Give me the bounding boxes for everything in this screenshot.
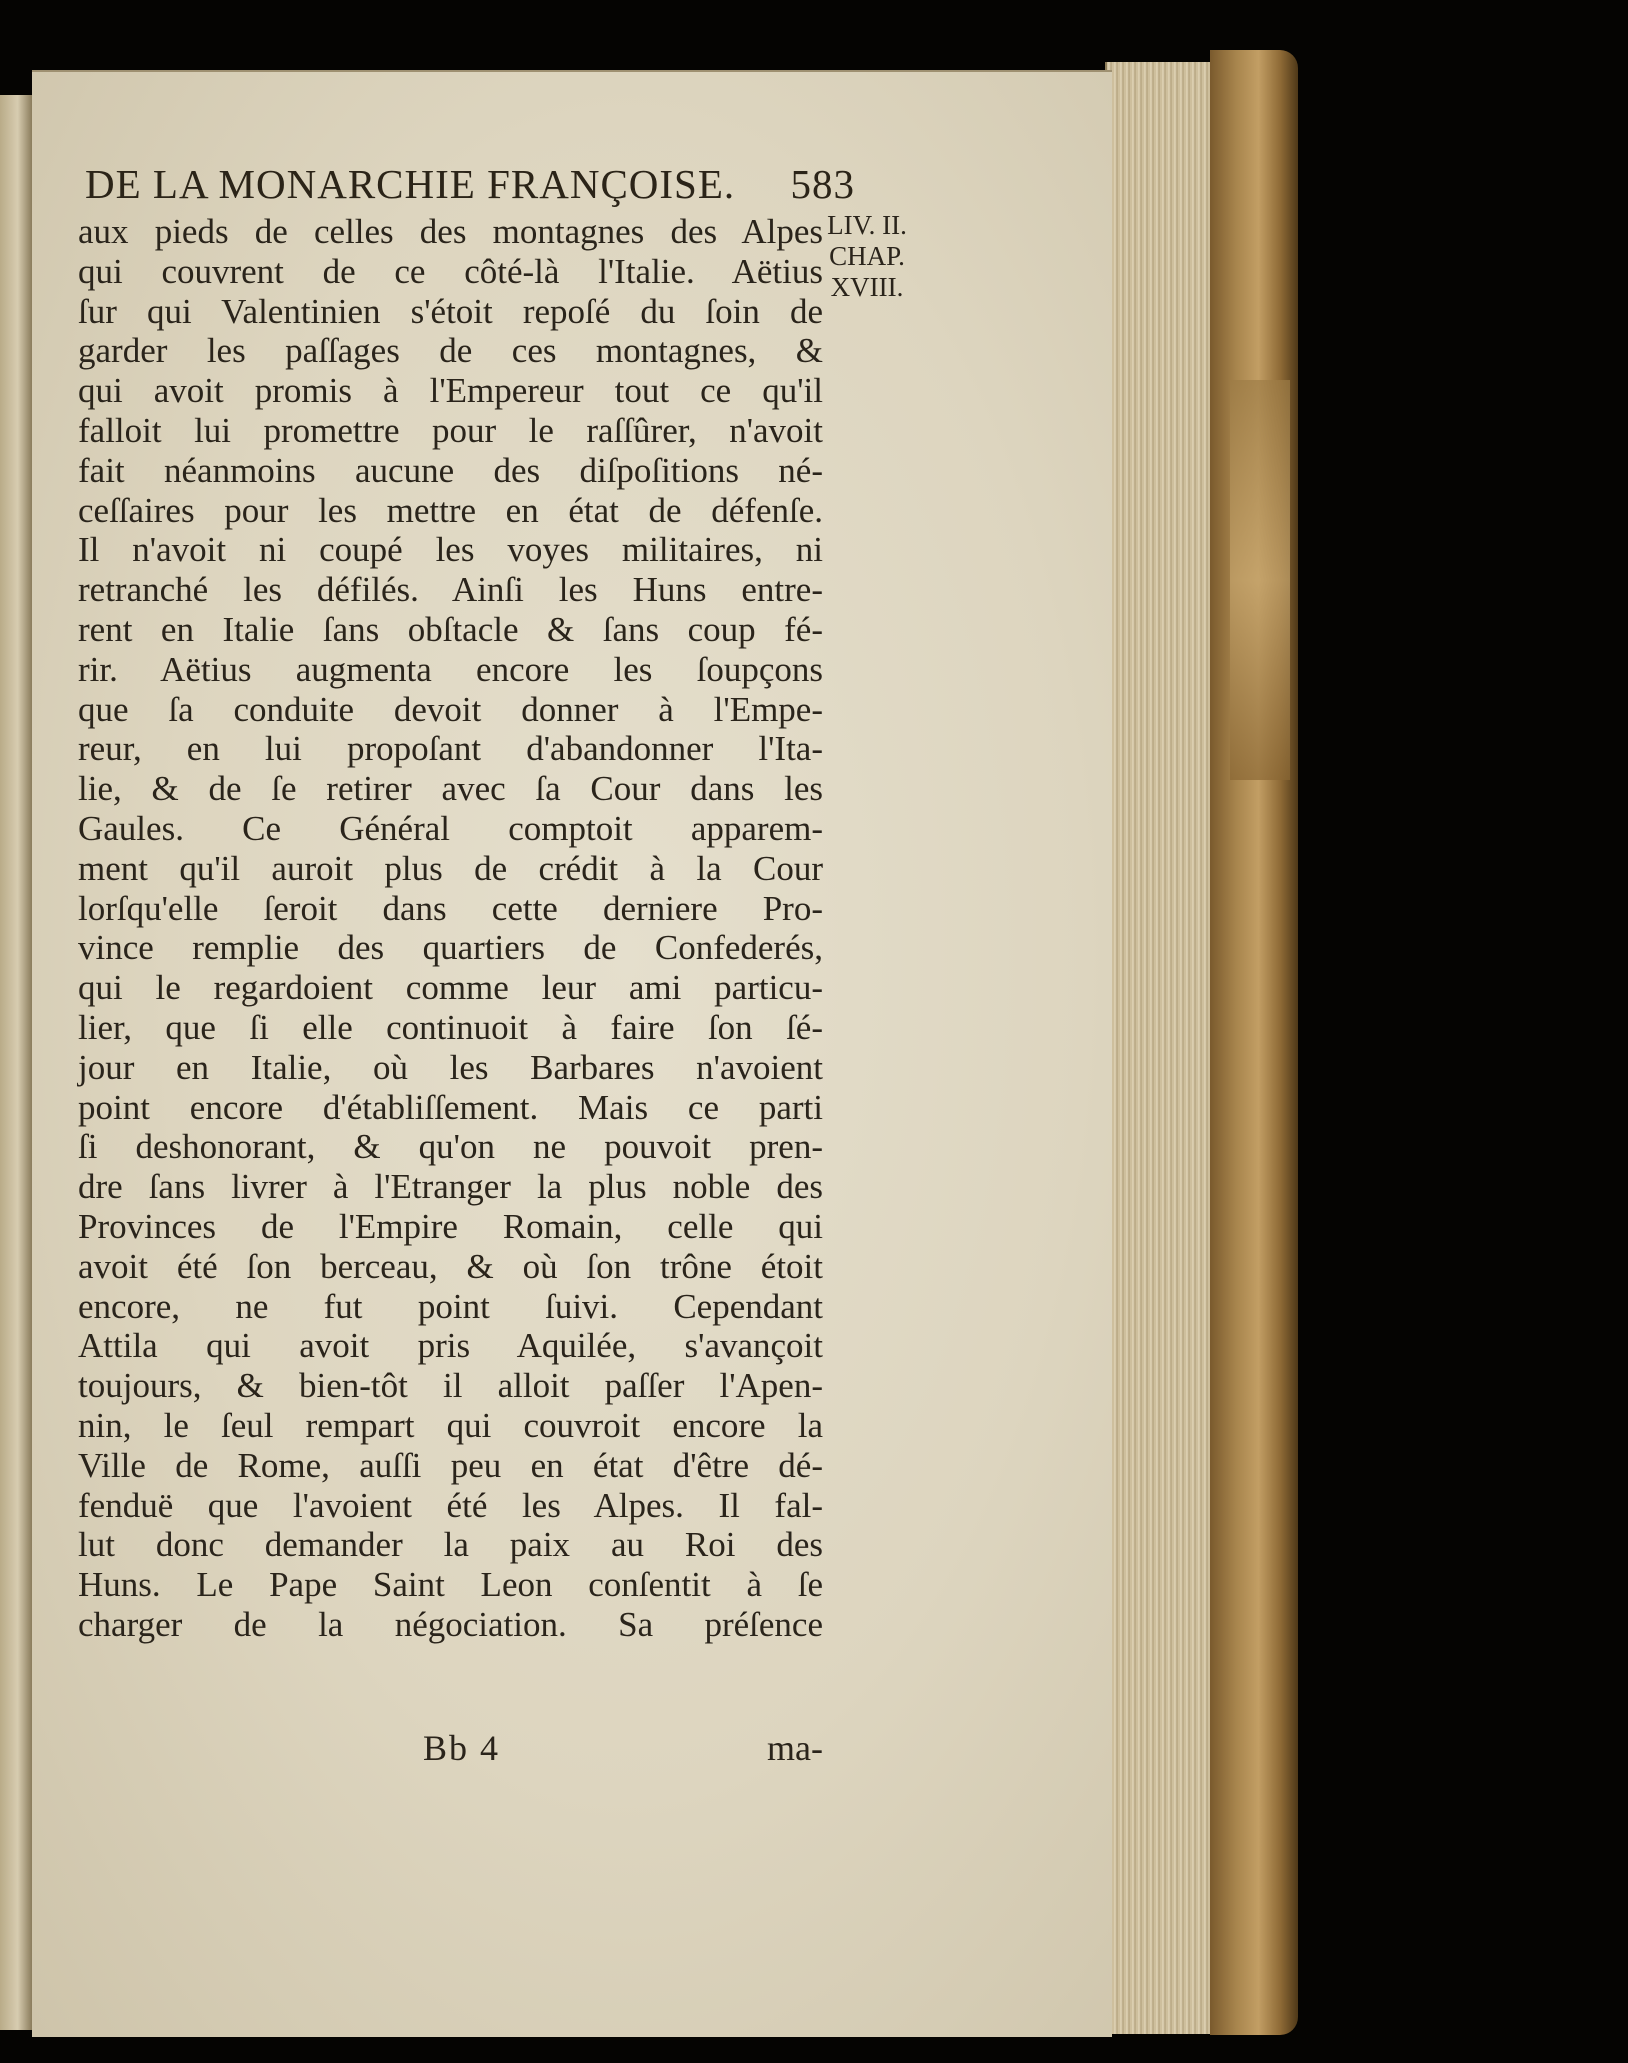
text-line: lut donc demander la paix au Roi des: [78, 1525, 823, 1565]
catchword: ma-: [767, 1728, 823, 1768]
book-cover: [1210, 50, 1298, 2035]
text-line: qui couvrent de ce côté-là l'Italie. Aëtius: [78, 251, 823, 291]
text-line: lorſqu'elle ſeroit dans cette derniere Pro-: [78, 888, 823, 928]
text-line: vince remplie des quartiers de Confederés,: [78, 928, 823, 968]
text-line: que ſa conduite devoit donner à l'Empe-: [78, 689, 823, 729]
text-line: Attila qui avoit pris Aquilée, s'avançoit: [78, 1326, 823, 1366]
margin-note-book: LIV. II.: [827, 210, 907, 240]
text-line: Ville de Rome, auſſi peu en état d'être dé-: [78, 1445, 823, 1485]
text-line: rir. Aëtius augmenta encore les ſoupçons: [78, 649, 823, 689]
text-line: lie, & de ſe retirer avec ſa Cour dans les: [78, 769, 823, 809]
text-line: qui le regardoient comme leur ami particu-: [78, 968, 823, 1008]
signature-mark: Bb 4: [423, 1728, 501, 1768]
text-line: nin, le ſeul rempart qui couvroit encore la: [78, 1405, 823, 1445]
text-line: avoit été ſon berceau, & où ſon trône étoit: [78, 1246, 823, 1286]
text-line: reur, en lui propoſant d'abandonner l'Ita-: [78, 729, 823, 769]
running-header: [85, 160, 855, 215]
running-title: DE LA MONARCHIE FRANÇOISE.: [85, 161, 736, 207]
text-line: Huns. Le Pape Saint Leon conſentit à ſe: [78, 1565, 823, 1605]
page-block-edge: [1105, 62, 1217, 2034]
text-line: toujours, & bien-tôt il alloit paſſer l'Apen-: [78, 1366, 823, 1406]
text-line: rent en Italie ſans obſtacle & ſans coup fé-: [78, 609, 823, 649]
cover-wear: [1230, 380, 1290, 780]
text-line: fenduë que l'avoient été les Alpes. Il fal-: [78, 1485, 823, 1525]
text-line: charger de la négociation. Sa préſence: [78, 1604, 823, 1644]
text-line: garder les paſſages de ces montagnes, &: [78, 331, 823, 371]
text-line: falloit lui promettre pour le raſſûrer, n'avoit: [78, 410, 823, 450]
facing-page-edge: [0, 95, 34, 2030]
text-line: point encore d'établiſſement. Mais ce parti: [78, 1087, 823, 1127]
text-line: aux pieds de celles des montagnes des Alpes: [78, 212, 823, 251]
text-line: ſi deshonorant, & qu'on ne pouvoit pren-: [78, 1127, 823, 1167]
text-line: qui avoit promis à l'Empereur tout ce qu'il: [78, 371, 823, 411]
body-text: [78, 212, 823, 1645]
text-line: encore, ne fut point ſuivi. Cependant: [78, 1286, 823, 1326]
page-footer: [78, 1727, 823, 1773]
text-line: Il n'avoit ni coupé les voyes militaires, ni: [78, 530, 823, 570]
page-number: 583: [790, 161, 855, 207]
text-line: ment qu'il auroit plus de crédit à la Cour: [78, 848, 823, 888]
text-line: Gaules. Ce Général comptoit apparem-: [78, 808, 823, 848]
text-line: lier, que ſi elle continuoit à faire ſon ſé-: [78, 1007, 823, 1047]
text-line: dre ſans livrer à l'Etranger la plus noble des: [78, 1167, 823, 1207]
text-line: jour en Italie, où les Barbares n'avoient: [78, 1047, 823, 1087]
margin-note-chapter-label: CHAP.: [829, 241, 905, 271]
text-line: fait néanmoins aucune des diſpoſitions né-: [78, 450, 823, 490]
text-line: ceſſaires pour les mettre en état de défenſe.: [78, 490, 823, 530]
text-line: ſur qui Valentinien s'étoit repoſé du ſoin de: [78, 291, 823, 331]
margin-note-chapter-number: XVIII.: [830, 272, 904, 302]
text-line: Provinces de l'Empire Romain, celle qui: [78, 1206, 823, 1246]
text-line: retranché les défilés. Ainſi les Huns entre-: [78, 570, 823, 610]
margin-note: [812, 210, 922, 303]
